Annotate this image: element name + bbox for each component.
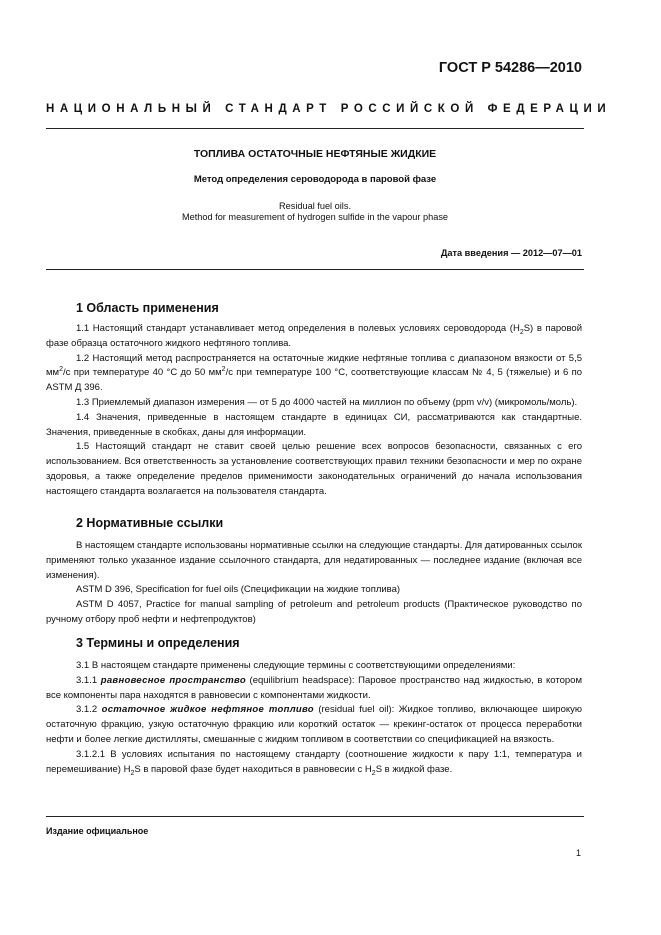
section3-heading: 3 Термины и определения — [76, 636, 240, 650]
paragraph-1-5: 1.5 Настоящий стандарт не ставит своей целью решение всех вопросов безопасности, связанных с его использованием. Вся ответственность за установление соответствующих правил техники безопасности и мер по охране здоровья, а также определение пределов применимости законодательных ограничений до начала использования настоящего стандарта возлагается на пользователя стандарта. — [46, 441, 582, 497]
reference-astm-d396: ASTM D 396, Specification for fuel oils (Спецификации на жидкие топлива) — [76, 584, 401, 596]
english-title-line1: Residual fuel oils. — [278, 201, 351, 211]
section2-body — [46, 539, 582, 628]
paragraph-1-3: 1.3 Приемлемый диапазон измерения — от 5 до 4000 частей на миллион по объему (ppm v/v) (микромоль/моль). — [76, 396, 578, 408]
page-number: 1 — [575, 848, 581, 858]
national-standard-banner: НАЦИОНАЛЬНЫЙ СТАНДАРТ РОССИЙСКОЙ ФЕДЕРАЦИИ — [46, 103, 612, 115]
paragraph-2-intro: В настоящем стандарте использованы нормативные ссылки на следующие стандарты. Для датированных ссылок применяют только указанное издание ссылочного стандарта, для недатированных — последнее издание (включая все изменения). — [46, 540, 582, 581]
term-3-1-1: 3.1.1 равновесное пространство (equilibrium headspace): Паровое пространство над жидкостью, в котором все компоненты пара находятся в равновесии с компонентами жидкости. — [46, 674, 582, 701]
footer-divider — [46, 816, 584, 817]
document-subtitle: Метод определения сероводорода в паровой фазе — [193, 174, 437, 185]
official-edition-label: Издание официальное — [46, 826, 149, 836]
paragraph-3-1: 3.1 В настоящем стандарте применены следующие термины с соответствующими определениями: — [76, 660, 516, 671]
reference-astm-d4057: ASTM D 4057, Practice for manual sampling of petroleum and petroleum products (Практическое руководство по ручному отбору проб нефти и нефтепродуктов) — [46, 599, 582, 625]
standard-number: ГОСТ Р 54286—2010 — [438, 60, 582, 76]
section2-heading: 2 Нормативные ссылки — [76, 516, 224, 530]
paragraph-3-1-2-1: 3.1.2.1 В условиях испытания по настоящему стандарту (соотношение жидкости к пару 1:1, температура и перемешивание) $H_2S$ в паровой фазе будет находиться в равновесии с $H_2S$ в жидкой фазе. — [46, 748, 582, 777]
document-title: ТОПЛИВА ОСТАТОЧНЫЕ НЕФТЯНЫЕ ЖИДКИЕ — [193, 148, 437, 160]
section1-heading: 1 Область применения — [76, 301, 219, 315]
term-3-1-2: 3.1.2 остаточное жидкое нефтяное топливо (residual fuel oil): Жидкое топливо, включающее широкую остаточную фракцию, узкую остаточную фракцию или короткий остаток — крекинг-остаток от процесса переработки нефти и более легкие дистилляты, смешанные с жидким топливом в соответствии со спецификацией на вязкость. — [46, 704, 582, 745]
paragraph-1-2: 1.2 Настоящий метод распространяется на остаточные жидкие нефтяные топлива с диапазоном вязкости от 5,5 $мм^2/с$ при температуре 40 °С до 50 $мм^2/с$ при температуре 100 °С, соответствующие классам № 4, 5 (тяжелые) и 6 по ASTM Д 396. — [46, 352, 582, 394]
section3-body — [46, 659, 582, 777]
english-title-line2: Method for measurement of hydrogen sulfide in the vapour phase — [181, 212, 449, 222]
effective-date: Дата введения — 2012—07—01 — [440, 248, 582, 258]
paragraph-1-1: 1.1 Настоящий стандарт устанавливает метод определения в полевых условиях сероводорода $(H_2S)$ в паровой фазе образца остаточного жидкого нефтяного топлива. — [46, 323, 582, 349]
header-divider — [46, 128, 584, 129]
title-divider — [46, 269, 584, 270]
section1-body — [46, 322, 582, 500]
paragraph-1-4: 1.4 Значения, приведенные в настоящем стандарте в единицах СИ, рассматриваются как стандартные. Значения, приведенные в скобках, даны для информации. — [46, 411, 582, 438]
